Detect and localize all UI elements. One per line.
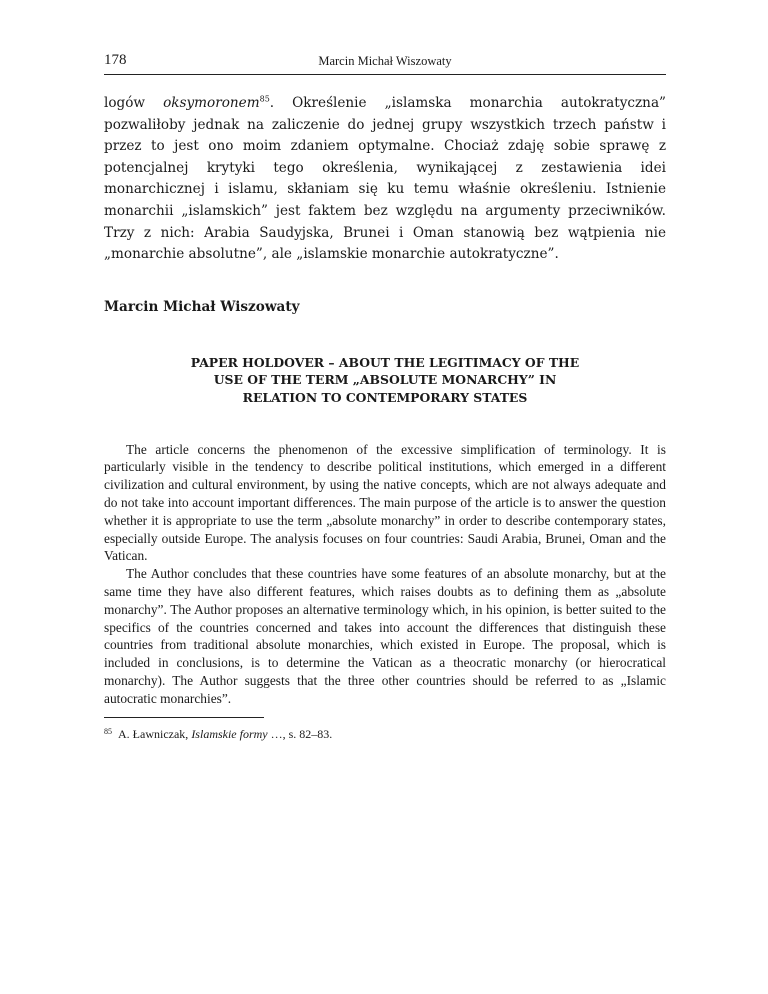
footnote-title: Islamskie formy [191, 727, 268, 742]
footnote [104, 724, 666, 742]
page [104, 52, 666, 742]
footnote-pages: …, s. 82–83. [267, 727, 333, 742]
body-text-rest: . Określenie „islamska monarchia autokratyczna” pozwaliłoby jednak na zaliczenie do jednej grupy wszystkich trzech państw i przez to jest ono moim zdaniem optymalne. Chociaż zdaję sobie sprawę z potencjalnej krytyki tego określenia, wynikającej z zestawienia idei monarchicznej i islamu, skłaniam się ku temu właśnie określeniu. Istnienie monarchii „islamskich” jest faktem bez względu na argumenty przeciwników. Trzy z nich: Arabia Saudyjska, Brunei i Oman stanowią bez wątpienia nie „monarchie absolutne”, ale „islamskie monarchie autokratyczne”. [104, 95, 666, 263]
running-head [104, 52, 666, 75]
footnote-divider [104, 717, 264, 718]
body-paragraph [104, 93, 666, 266]
abstract-paragraph: The article concerns the phenomenon of the excessive simplification of terminology. It is particularly visible in the tendency to describe political institutions, which emerged in a different civilization and cultural environment, by using the native concepts, which are not always adequate and do not take into account important differences. The main purpose of the article is to answer the question whether it is appropriate to use the term „absolute monarchy” in order to describe contemporary states, especially outside Europe. The analysis focuses on four countries: Saudi Arabia, Brunei, Oman and the Vatican. [104, 441, 666, 564]
body-text-start: logów [104, 95, 164, 111]
header-author: Marcin Michał Wiszowaty [318, 54, 452, 68]
footnote-author: A. Ławniczak, [118, 727, 192, 742]
summary-title: PAPER HOLDOVER – ABOUT THE LEGITIMACY OF THE USE OF THE TERM „ABSOLUTE MONARCHY” IN RELATION TO CONTEMPORARY STATES [190, 354, 580, 405]
abstract-paragraph: The Author concludes that these countries have some features of an absolute monarchy, but at the same time they have also different features, which raises doubts as to defining them as „absolute monarchy”. The Author proposes an alternative terminology which, in his opinion, is better suited to the specifics of the countries concerned and takes into account the differences that distinguish these countries from traditional absolute monarchies, which existed in Europe. The proposal, which is included in conclusions, is to determine the Vatican as a theocratic monarchy (or hierocratical monarchy). The Author suggests that the three other countries should be referred to as „Islamic autocratic monarchies”. [104, 566, 666, 706]
abstract [104, 441, 666, 708]
italic-term: oksymoronem [163, 95, 260, 111]
summary-author: Marcin Michał Wiszowaty [104, 298, 300, 315]
footnote-number: 85 [104, 727, 112, 737]
page-number: 178 [104, 52, 127, 68]
footnote-reference: 85 [259, 94, 270, 104]
